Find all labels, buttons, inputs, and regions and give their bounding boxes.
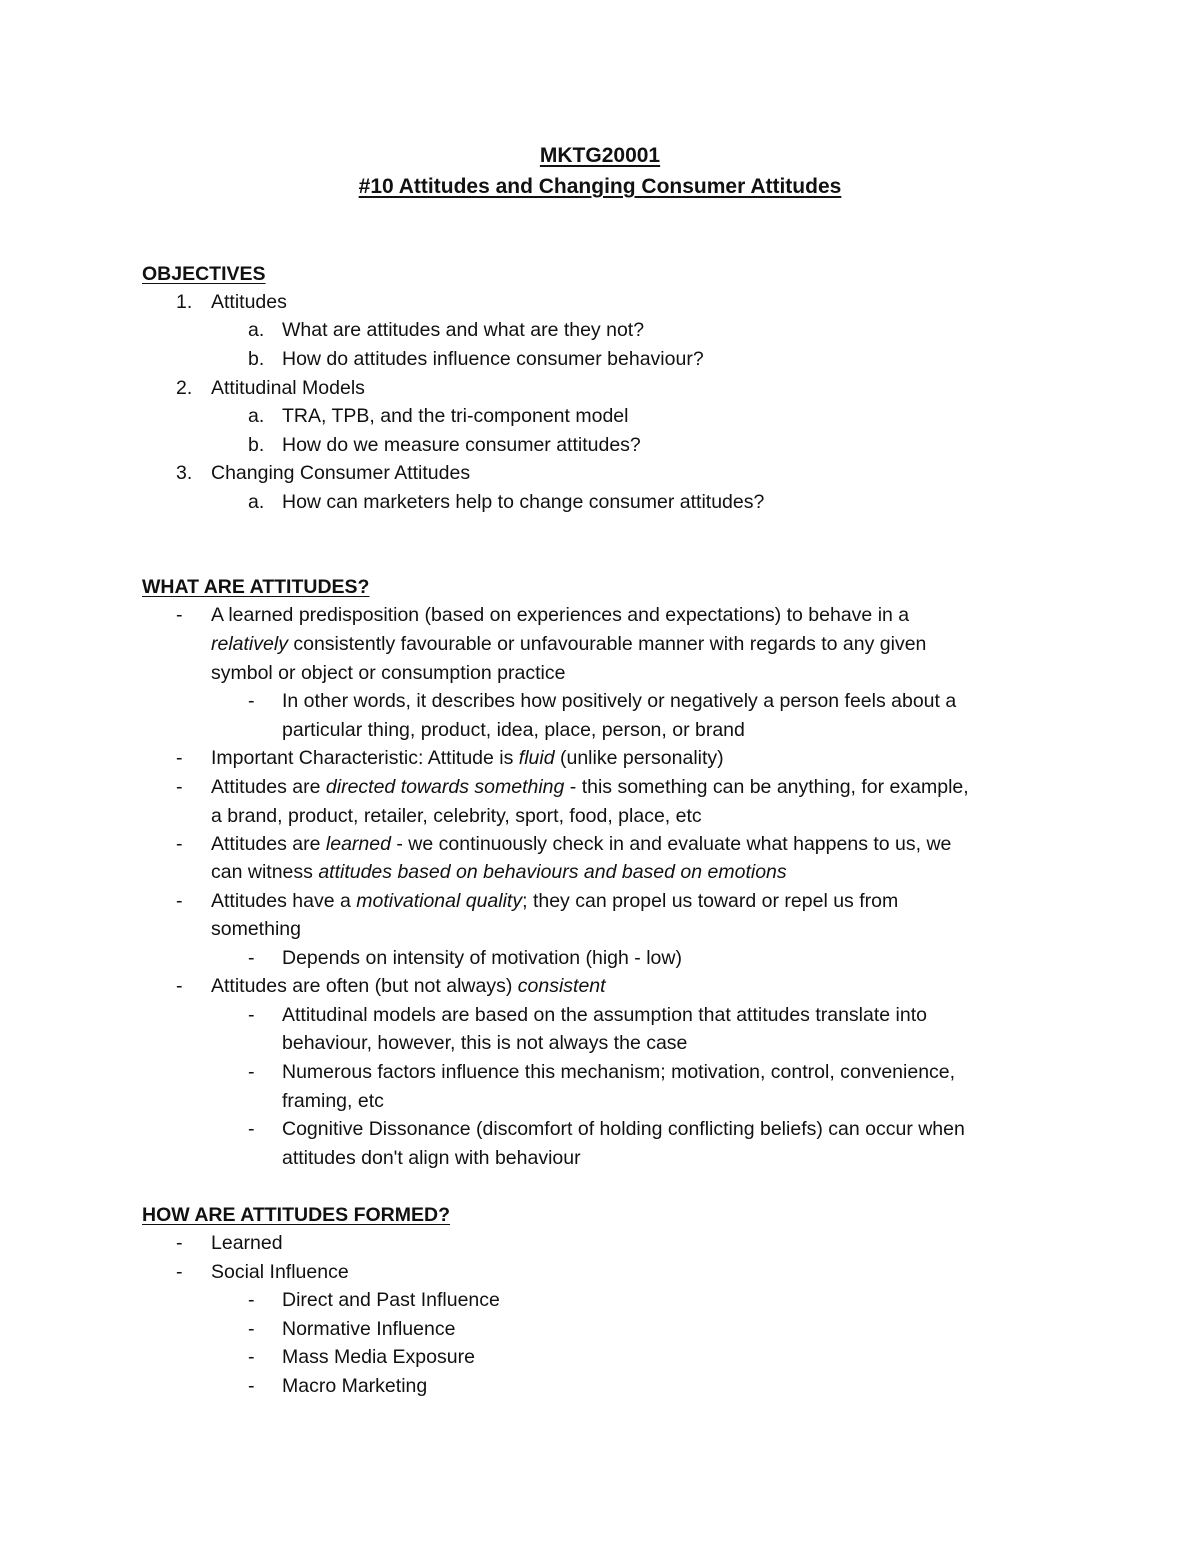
bullet-text: Attitudes are directed towards something - this something can be anything, for example, [211,776,969,798]
course-code: MKTG20001 [539,144,661,167]
objective-item: Attitudes [211,291,287,313]
bullet-text: relatively consistently favourable or unfavourable manner with regards to any given [211,633,927,655]
sub-bullet-dash: - [248,1061,255,1083]
objective-sub-item: How can marketers help to change consumer attitudes? [282,491,765,513]
how-formed-heading: HOW ARE ATTITUDES FORMED? [142,1204,451,1226]
objective-sub-item: TRA, TPB, and the tri-component model [282,405,629,427]
objective-sub-letter: a. [248,491,265,513]
emphasis-text: attitudes based on behaviours and based on emotions [318,861,787,883]
bullet-text: symbol or object or consumption practice [211,662,566,684]
emphasis-text: fluid [518,747,555,769]
bullet-text: can witness attitudes based on behaviours and based on emotions [211,861,787,883]
bullet-text: Important Characteristic: Attitude is fluid (unlike personality) [211,747,724,769]
emphasis-text: relatively [211,633,288,655]
objective-number: 3. [176,462,193,484]
emphasis-text: consistent [517,975,606,997]
sub-bullet-dash: - [248,1375,255,1397]
sub-bullet-dash: - [248,1289,255,1311]
bullet-text: Learned [211,1232,283,1254]
sub-bullet-dash: - [248,1118,255,1140]
bullet-text: something [211,918,301,940]
document-title: #10 Attitudes and Changing Consumer Attitudes [358,175,842,198]
bullet-text: a brand, product, retailer, celebrity, sport, food, place, etc [211,805,702,827]
sub-bullet-text: Normative Influence [282,1318,456,1340]
bullet-dash: - [176,975,183,997]
sub-bullet-text: attitudes don't align with behaviour [282,1147,581,1169]
sub-bullet-text: Cognitive Dissonance (discomfort of holding conflicting beliefs) can occur when [282,1118,965,1140]
objective-number: 1. [176,291,193,313]
bullet-text: Attitudes are often (but not always) consistent [211,975,606,997]
bullet-dash: - [176,833,183,855]
sub-bullet-dash: - [248,1346,255,1368]
sub-bullet-text: Macro Marketing [282,1375,428,1397]
objective-sub-item: What are attitudes and what are they not? [282,319,645,341]
objective-sub-letter: a. [248,405,265,427]
bullet-dash: - [176,1232,183,1254]
sub-bullet-text: behaviour, however, this is not always the case [282,1032,688,1054]
emphasis-text: learned [325,833,391,855]
bullet-text: Attitudes are learned - we continuously check in and evaluate what happens to us, we [211,833,952,855]
bullet-text: A learned predisposition (based on experiences and expectations) to behave in a [211,604,910,626]
objective-item: Attitudinal Models [211,377,365,399]
bullet-text: Attitudes have a motivational quality; they can propel us toward or repel us from [211,890,899,912]
sub-bullet-text: In other words, it describes how positively or negatively a person feels about a [282,690,957,712]
sub-bullet-text: framing, etc [282,1090,384,1112]
sub-bullet-dash: - [248,690,255,712]
objective-sub-letter: b. [248,434,265,456]
emphasis-text: directed towards something [325,776,565,798]
bullet-dash: - [176,890,183,912]
sub-bullet-dash: - [248,947,255,969]
sub-bullet-text: Direct and Past Influence [282,1289,500,1311]
bullet-dash: - [176,776,183,798]
objectives-heading: OBJECTIVES [142,263,266,285]
objective-sub-letter: a. [248,319,265,341]
what-are-attitudes-heading: WHAT ARE ATTITUDES? [142,576,370,598]
objective-sub-letter: b. [248,348,265,370]
bullet-dash: - [176,747,183,769]
sub-bullet-text: particular thing, product, idea, place, person, or brand [282,719,745,741]
objective-number: 2. [176,377,193,399]
bullet-dash: - [176,604,183,626]
bullet-text: Social Influence [211,1261,349,1283]
emphasis-text: motivational quality [356,890,523,912]
sub-bullet-text: Mass Media Exposure [282,1346,475,1368]
sub-bullet-text: Depends on intensity of motivation (high - low) [282,947,682,969]
sub-bullet-text: Numerous factors influence this mechanism; motivation, control, convenience, [282,1061,956,1083]
objective-sub-item: How do attitudes influence consumer behaviour? [282,348,704,370]
sub-bullet-text: Attitudinal models are based on the assumption that attitudes translate into [282,1004,927,1026]
sub-bullet-dash: - [248,1318,255,1340]
objective-item: Changing Consumer Attitudes [211,462,471,484]
sub-bullet-dash: - [248,1004,255,1026]
objective-sub-item: How do we measure consumer attitudes? [282,434,641,456]
bullet-dash: - [176,1261,183,1283]
